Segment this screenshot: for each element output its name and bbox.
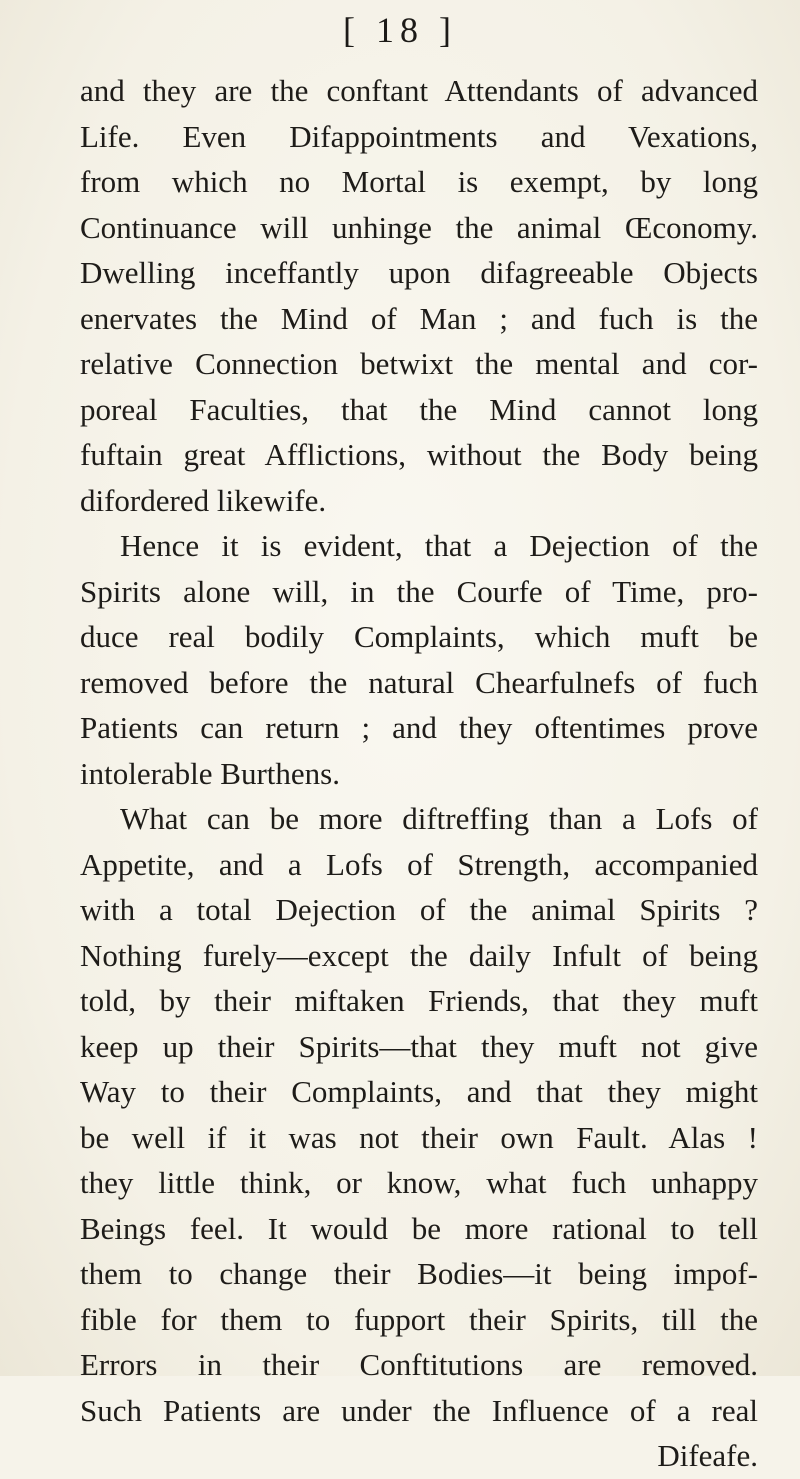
text-line: fuftain great Afflictions, without the Body being (80, 437, 758, 472)
text-line: What can be more diftreffing than a Lofs of (120, 801, 758, 836)
text-line: told, by their miftaken Friends, that they muft (80, 983, 758, 1018)
body-text (80, 68, 758, 1479)
text-line: difordered likewife. (80, 482, 327, 518)
text-line: Way to their Complaints, and that they might (80, 1074, 758, 1109)
text-line: Continuance will unhinge the animal Œconomy. (80, 209, 758, 245)
text-line: be well if it was not their own Fault. Alas ! (80, 1119, 758, 1155)
text-line: Appetite, and a Lofs of Strength, accompanied (80, 846, 758, 882)
text-line: relative Connection betwixt the mental and cor- (80, 346, 758, 381)
text-line: fible for them to fupport their Spirits, till the (80, 1301, 758, 1337)
text-line: Hence it is evident, that a Dejection of the (120, 528, 758, 563)
text-line: Life. Even Difappointments and Vexations, (80, 118, 758, 154)
text-line: Nothing furely—except the daily Infult of being (80, 937, 758, 973)
paragraph-2 (80, 523, 758, 796)
text-line: they little think, or know, what fuch unhappy (80, 1165, 758, 1200)
text-line: poreal Faculties, that the Mind cannot long (80, 391, 758, 427)
paragraph-3 (80, 796, 758, 1479)
text-line: duce real bodily Complaints, which muft be (80, 619, 758, 654)
catchword: Difeafe. (657, 1438, 758, 1473)
text-line: and they are the conftant Attendants of advanced (80, 73, 758, 108)
text-line: intolerable Burthens. (80, 755, 340, 791)
text-line: Patients can return ; and they oftentimes prove (80, 710, 758, 745)
paragraph-1 (80, 68, 758, 523)
text-line: Such Patients are under the Influence of a real (80, 1392, 758, 1428)
text-line: Dwelling inceffantly upon difagreeable Objects (80, 255, 758, 290)
text-line: from which no Mortal is exempt, by long (80, 164, 758, 199)
text-line: Errors in their Conftitutions are removed. (80, 1347, 758, 1382)
text-line: Beings feel. It would be more rational to tell (80, 1210, 758, 1246)
text-line: them to change their Bodies—it being impof- (80, 1256, 758, 1291)
text-line: keep up their Spirits—that they muft not give (80, 1028, 758, 1064)
page-number: [ 18 ] (343, 10, 457, 50)
text-line: Spirits alone will, in the Courfe of Time, pro- (80, 573, 758, 609)
text-line: removed before the natural Chearfulnefs of fuch (80, 664, 758, 700)
text-line: with a total Dejection of the animal Spirits ? (80, 892, 758, 927)
text-line: enervates the Mind of Man ; and fuch is the (80, 300, 758, 336)
